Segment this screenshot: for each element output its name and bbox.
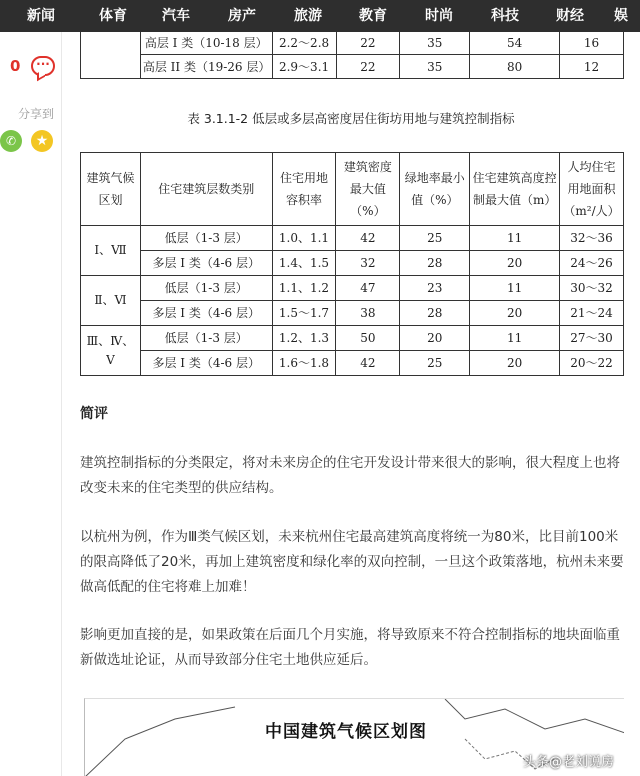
table-cell: 32 (336, 251, 400, 276)
table-row (81, 226, 624, 251)
table-cell: 80 (470, 55, 560, 79)
table-row (81, 326, 624, 351)
table-cell: 11 (470, 226, 560, 251)
comment-count[interactable]: 0 (10, 57, 21, 75)
table-cell: 低层（1-3 层） (140, 226, 272, 251)
table-row (81, 351, 624, 376)
table-caption: 表 3.1.1-2 低层或多层高密度居住街坊用地与建筑控制指标 (187, 111, 515, 126)
header-height: 住宅建筑高度控制最大值（m） (470, 153, 560, 226)
nav-item-house[interactable]: 房产 (228, 8, 256, 24)
table-cell: 20 (470, 301, 560, 326)
table-cell: 32～36 (560, 226, 624, 251)
table-row (81, 55, 624, 79)
table-cell: 20 (470, 351, 560, 376)
side-rail (0, 32, 62, 776)
nav-item-travel[interactable]: 旅游 (294, 8, 322, 24)
table-cell: 27～30 (560, 326, 624, 351)
top-nav (0, 0, 640, 32)
table-row (81, 301, 624, 326)
high-rise-table-fragment (80, 32, 624, 79)
table-cell: 47 (336, 276, 400, 301)
table-cell: 16 (560, 32, 624, 55)
star-icon[interactable]: ★ (31, 130, 53, 152)
nav-item-education[interactable]: 教育 (359, 8, 387, 24)
table-row (81, 32, 624, 55)
zone-cell-empty (81, 32, 141, 79)
table-row (81, 276, 624, 301)
table-cell: 2.9～3.1 (272, 55, 336, 79)
table-cell: 高层 I 类（10-18 层） (140, 32, 272, 55)
paragraph: 以杭州为例，作为Ⅲ类气候区划，未来杭州住宅最高建筑高度将统一为80米，比目前100米的限高降低了20米，再加上建筑密度和绿化率的双向控制，一旦这个政策落地，杭州未来要做高低配的住宅将难上加难！ (80, 529, 624, 595)
table-cell: 1.0、1.1 (272, 226, 336, 251)
low-mid-rise-table (80, 152, 624, 376)
nav-item-finance[interactable]: 财经 (556, 8, 584, 24)
table-cell: 24～26 (560, 251, 624, 276)
paragraph: 建筑控制指标的分类限定，将对未来房企的住宅开发设计带来很大的影响，很大程度上也将改变未来的住宅类型的供应结构。 (80, 455, 620, 496)
table-cell: 11 (470, 326, 560, 351)
header-far: 住宅用地容积率 (272, 153, 336, 226)
table-cell: 23 (400, 276, 470, 301)
table-cell: 22 (336, 32, 400, 55)
header-green-rate: 绿地率最小值（%） (400, 153, 470, 226)
nav-item-entertainment[interactable]: 娱 (614, 8, 628, 24)
table-cell: 多层 I 类（4-6 层） (140, 251, 272, 276)
table-cell: 22 (336, 55, 400, 79)
table-cell: 35 (400, 55, 470, 79)
table-cell: 多层 I 类（4-6 层） (140, 301, 272, 326)
table-cell: 35 (400, 32, 470, 55)
table-cell: 2.2～2.8 (272, 32, 336, 55)
table-cell: 42 (336, 226, 400, 251)
nav-item-fashion[interactable]: 时尚 (425, 8, 453, 24)
header-zone: 建筑气候区划 (81, 153, 141, 226)
table-cell: 多层 I 类（4-6 层） (140, 351, 272, 376)
article-body (62, 32, 640, 776)
share-label: 分享到 (18, 107, 55, 121)
table-cell: 25 (400, 351, 470, 376)
table-cell: 38 (336, 301, 400, 326)
table-cell: 50 (336, 326, 400, 351)
nav-item-auto[interactable]: 汽车 (162, 8, 190, 24)
table-cell: 42 (336, 351, 400, 376)
nav-item-sports[interactable]: 体育 (99, 8, 127, 24)
table-row (81, 251, 624, 276)
section-title: 简评 (80, 406, 108, 422)
wechat-icon[interactable]: ✆ (0, 130, 22, 152)
table-cell: 低层（1-3 层） (140, 276, 272, 301)
table-cell: 28 (400, 251, 470, 276)
table-cell: 1.2、1.3 (272, 326, 336, 351)
table-cell: 20 (400, 326, 470, 351)
header-area-per-capita: 人均住宅用地面积（m²/人） (560, 153, 624, 226)
table-cell: 1.4、1.5 (272, 251, 336, 276)
paragraph: 影响更加直接的是，如果政策在后面几个月实施，将导致原来不符合控制指标的地块面临重新做选址论证，从而导致部分住宅土地供应延后。 (80, 627, 620, 668)
table-cell: 25 (400, 226, 470, 251)
table-cell: 20 (470, 251, 560, 276)
header-floor-class: 住宅建筑层数类别 (140, 153, 272, 226)
table-cell: 54 (470, 32, 560, 55)
climate-map-image (84, 698, 624, 776)
nav-item-tech[interactable]: 科技 (491, 8, 519, 24)
header-density: 建筑密度最大值（%） (336, 153, 400, 226)
table-cell: 低层（1-3 层） (140, 326, 272, 351)
table-cell: 11 (470, 276, 560, 301)
table-header-row (81, 153, 624, 226)
table-cell: 高层 II 类（19-26 层） (140, 55, 272, 79)
table-cell: 1.1、1.2 (272, 276, 336, 301)
comment-bubble-icon[interactable]: ··· (31, 56, 55, 76)
map-title: 中国建筑气候区划图 (265, 722, 427, 742)
zone-cell: Ⅲ、Ⅳ、Ⅴ (81, 326, 141, 376)
watermark: 头条@老刘说房 (522, 755, 614, 770)
table-cell: 1.5～1.7 (272, 301, 336, 326)
table-cell: 20～22 (560, 351, 624, 376)
table-cell: 12 (560, 55, 624, 79)
table-cell: 1.6～1.8 (272, 351, 336, 376)
table-cell: 30～32 (560, 276, 624, 301)
table-cell: 28 (400, 301, 470, 326)
zone-cell: Ⅱ、Ⅵ (81, 276, 141, 326)
zone-cell: Ⅰ、Ⅶ (81, 226, 141, 276)
nav-item-news[interactable]: 新闻 (27, 8, 55, 24)
table-cell: 21～24 (560, 301, 624, 326)
